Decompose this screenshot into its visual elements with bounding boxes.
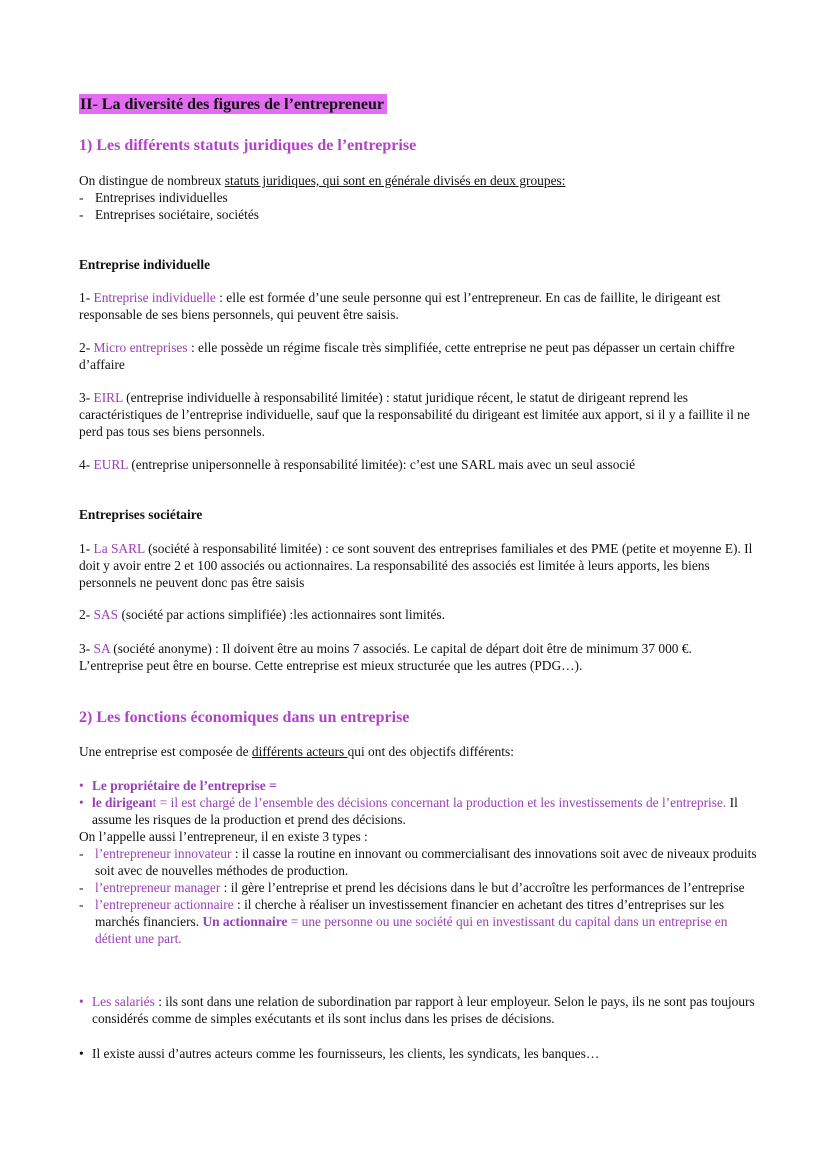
shareholder-term: Un actionnaire bbox=[202, 914, 288, 929]
list-item bbox=[79, 845, 759, 879]
list-item bbox=[79, 189, 759, 206]
item-text: (entreprise individuelle à responsabilité limitée) : statut juridique récent, le statut de dirigeant reprend les caractéristiques de l’entreprise individuelle, sauf que la responsabilité du dirigeant est limitée aux apport, si il y a faillite il ne perd pas tous ses biens personnels. bbox=[79, 390, 750, 439]
section2-intro bbox=[79, 743, 759, 760]
intro-text: Une entreprise est composée de bbox=[79, 744, 252, 759]
group-corporate: Entreprises sociétaire, sociétés bbox=[95, 207, 259, 222]
section1-intro bbox=[79, 172, 759, 223]
actors-list bbox=[79, 777, 759, 947]
type-term: l’entrepreneur actionnaire bbox=[95, 897, 238, 912]
group-individual: Entreprises individuelles bbox=[95, 190, 228, 205]
item-number: 1- bbox=[79, 541, 94, 556]
item-number: 2- bbox=[79, 340, 94, 355]
corporate-item-2 bbox=[79, 606, 759, 623]
bullet-marker: • bbox=[79, 795, 84, 810]
item-number: 3- bbox=[79, 641, 94, 656]
leader-term-end: t bbox=[152, 795, 157, 810]
employees-term: Les salariés bbox=[92, 994, 159, 1009]
shareholder-definition: = une personne ou une société qui en investissant du capital dans un entreprise en détient une part. bbox=[95, 914, 728, 946]
item-text: (société anonyme) : Il doivent être au moins 7 associés. Le capital de départ doit être de minimum 37 000 €. L’entreprise peut être en bourse. Cette entreprise est mieux structurée que les autres (PDG…). bbox=[79, 641, 692, 673]
others-text: Il existe aussi d’autres acteurs comme les fournisseurs, les clients, les syndicats, les banques… bbox=[92, 1046, 600, 1061]
employees-text: : ils sont dans une relation de subordination par rapport à leur employeur. Selon le pays, ils ne sont pas toujours considérés comme de simples exécutants et ils sont inclus dans les prises de décisions. bbox=[92, 994, 755, 1026]
corporate-item-1 bbox=[79, 540, 759, 591]
title-highlight: II- La diversité des figures de l’entrepreneur bbox=[79, 94, 387, 114]
intro-text-end: qui ont des objectifs différents: bbox=[347, 744, 514, 759]
corporate-item-3 bbox=[79, 640, 759, 674]
item-term: SAS bbox=[93, 607, 122, 622]
bullet-marker: • bbox=[79, 1046, 84, 1061]
type-term: l’entrepreneur innovateur bbox=[95, 846, 235, 861]
item-text: (société à responsabilité limitée) : ce sont souvent des entreprises familiales et des PME (petite et moyenne E). Il doit y avoir entre 2 et 100 associés ou actionnaires. La responsabilité des associés est limitée à leurs apports, les biens personnels ne peuvent donc pas être saisis bbox=[79, 541, 753, 590]
item-term: Entreprise individuelle bbox=[93, 290, 220, 305]
dash-marker: - bbox=[79, 190, 84, 205]
dash-marker: - bbox=[79, 207, 84, 222]
type-text: : il casse la routine en innovant ou commercialisant des innovations soit avec de niveaux produits soit avec de nouvelles méthodes de production. bbox=[95, 846, 757, 878]
list-item bbox=[79, 993, 759, 1027]
dash-marker: - bbox=[79, 880, 84, 895]
bullet-marker: • bbox=[79, 778, 84, 793]
type-text: : il gère l’entreprise et prend les décisions dans le but d’accroître les performances de l’entreprise bbox=[223, 880, 745, 895]
page-title bbox=[79, 96, 759, 113]
item-term: Micro entreprises bbox=[93, 340, 191, 355]
item-term: EURL bbox=[93, 457, 132, 472]
list-item bbox=[79, 794, 759, 828]
section-heading-1: 1) Les différents statuts juridiques de l’entreprise bbox=[79, 137, 417, 154]
individual-item-2 bbox=[79, 339, 759, 373]
list-item bbox=[79, 879, 759, 896]
type-text: : il cherche à réaliser un investissement financier en achetant des titres d’entreprises sur les marchés financiers. bbox=[95, 897, 725, 929]
subheading-individual: Entreprise individuelle bbox=[79, 257, 211, 272]
leader-definition: = il est chargé de l’ensemble des décisions concernant la production et les investissements de l’entreprise. bbox=[156, 795, 727, 810]
list-item bbox=[79, 896, 759, 947]
intro-line bbox=[79, 172, 759, 189]
item-text: (entreprise unipersonnelle à responsabilité limitée): c’est une SARL mais avec un seul associé bbox=[131, 457, 636, 472]
item-number: 3- bbox=[79, 390, 94, 405]
leader-term: le dirigean bbox=[92, 795, 153, 810]
intro-text: On distingue de nombreux bbox=[79, 173, 225, 188]
type-term: l’entrepreneur manager bbox=[95, 880, 224, 895]
item-term: SA bbox=[93, 641, 114, 656]
list-item bbox=[79, 206, 759, 223]
others-item bbox=[79, 1045, 759, 1062]
bullet-marker: • bbox=[79, 994, 84, 1009]
intro-underlined: statuts juridiques, qui sont en générale divisés en deux groupes: bbox=[224, 173, 566, 188]
item-text: : elle possède un régime fiscale très simplifiée, cette entreprise ne peut pas dépasser un certain chiffre d’affaire bbox=[79, 340, 735, 372]
individual-item-1 bbox=[79, 289, 759, 323]
dash-marker: - bbox=[79, 846, 84, 861]
item-text: (société par actions simplifiée) :les actionnaires sont limités. bbox=[121, 607, 445, 622]
item-term: EIRL bbox=[93, 390, 127, 405]
item-number: 2- bbox=[79, 607, 94, 622]
section-heading-2: 2) Les fonctions économiques dans un entreprise bbox=[79, 709, 410, 726]
individual-item-4 bbox=[79, 456, 759, 473]
list-item bbox=[79, 1045, 759, 1062]
item-term: La SARL bbox=[93, 541, 149, 556]
dash-marker: - bbox=[79, 897, 84, 912]
list-item bbox=[79, 777, 759, 794]
item-number: 4- bbox=[79, 457, 94, 472]
subheading-corporate: Entreprises sociétaire bbox=[79, 507, 203, 522]
owner-label: Le propriétaire de l’entreprise = bbox=[92, 778, 277, 793]
employees-item bbox=[79, 993, 759, 1027]
types-intro: On l’appelle aussi l’entrepreneur, il en existe 3 types : bbox=[79, 829, 368, 844]
item-text: : elle est formée d’une seule personne qui est l’entrepreneur. En cas de faillite, le dirigeant est responsable de ses biens personnels, qui peuvent être saisis. bbox=[79, 290, 721, 322]
item-number: 1- bbox=[79, 290, 94, 305]
individual-item-3 bbox=[79, 389, 759, 440]
intro-underlined: différents acteurs bbox=[251, 744, 348, 759]
leader-more: Il assume les risques de la production et prend des décisions. bbox=[92, 795, 738, 827]
